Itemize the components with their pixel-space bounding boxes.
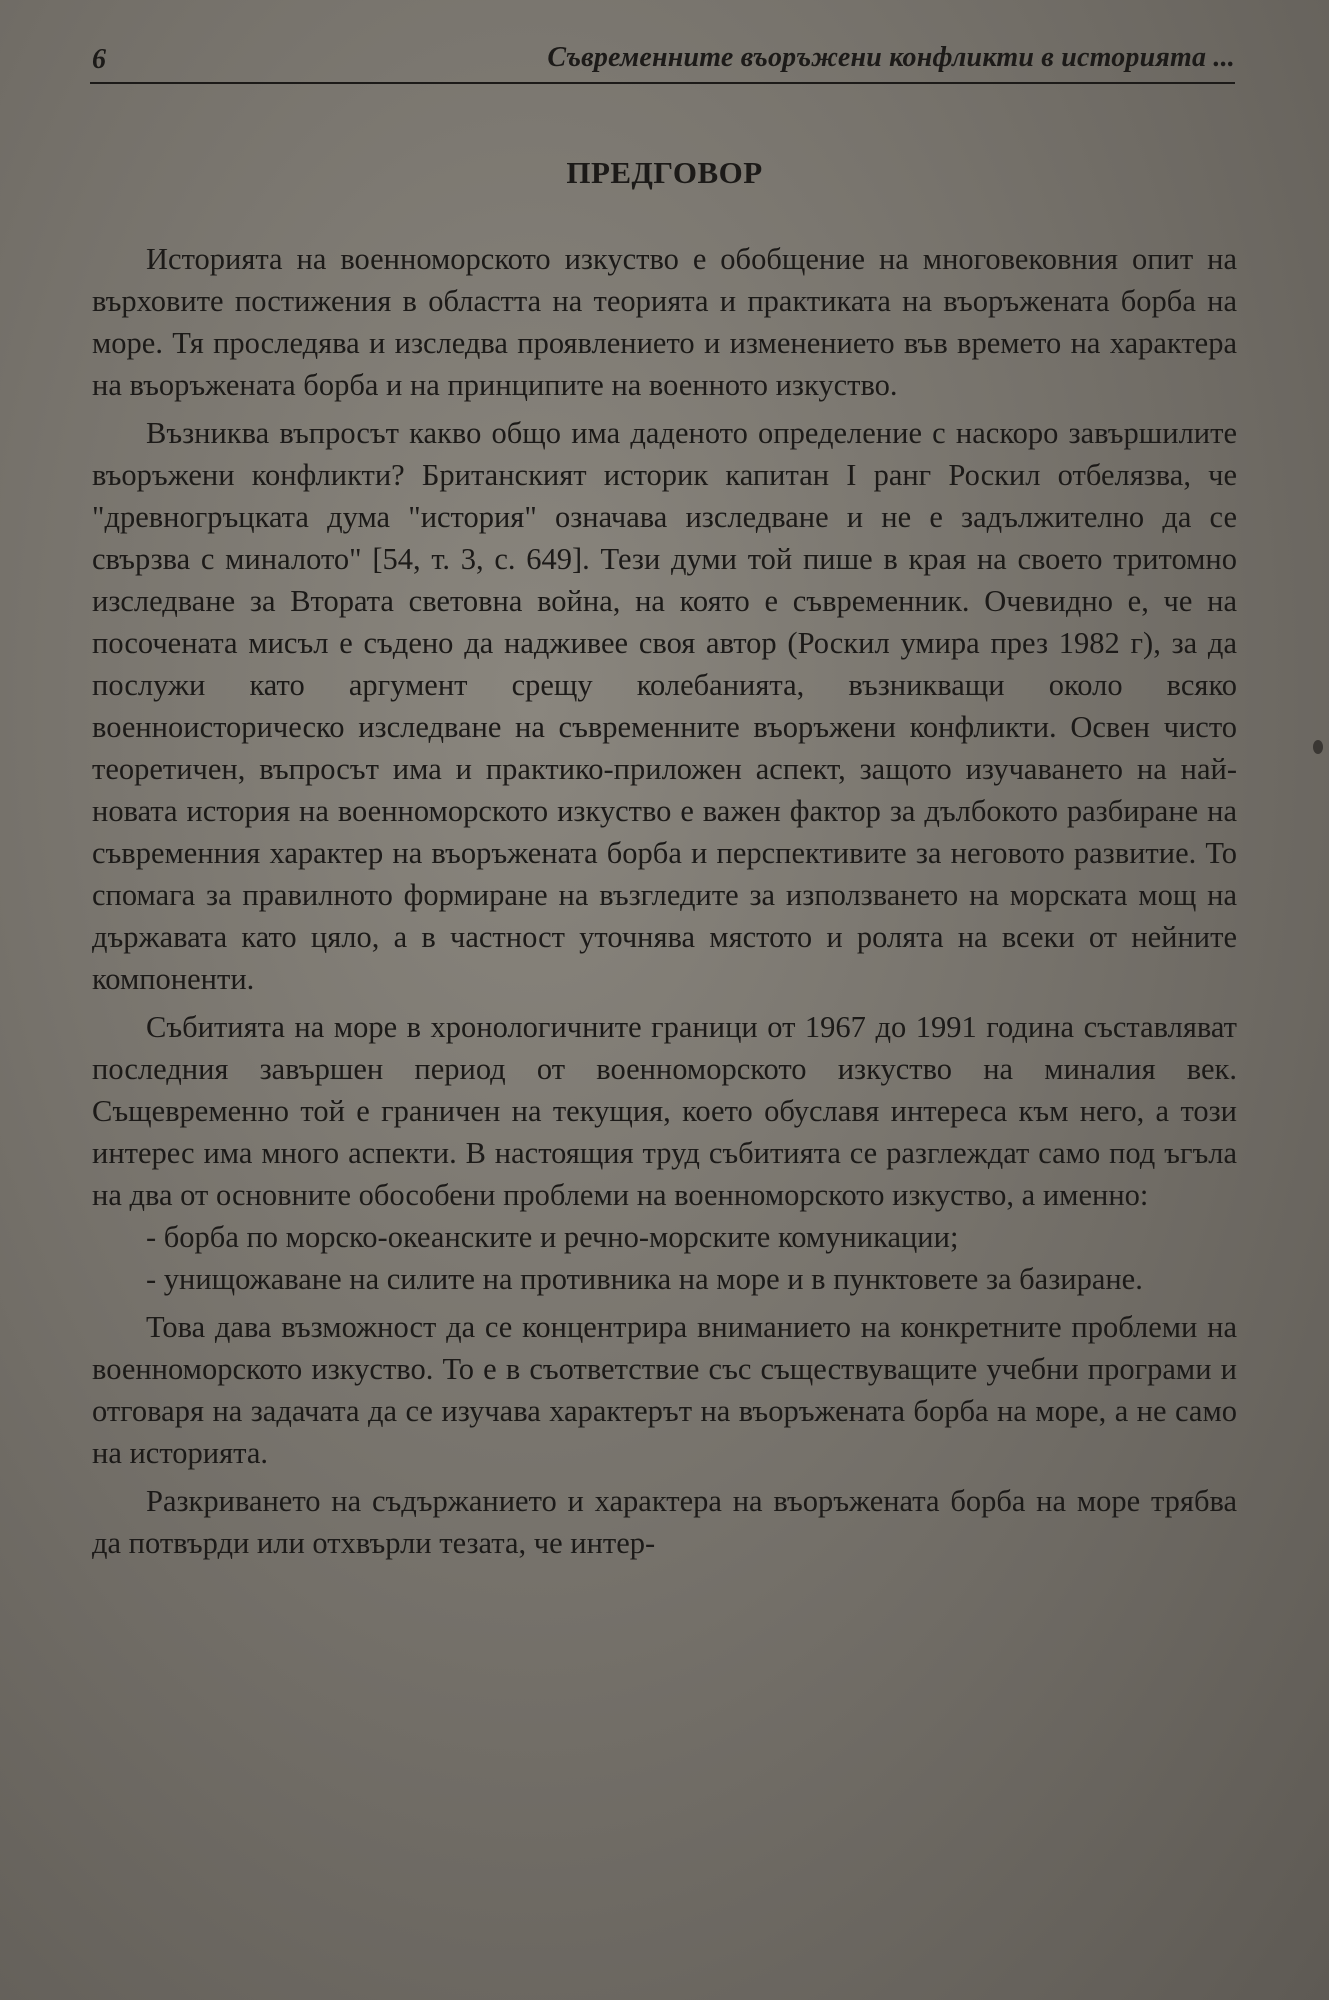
running-header [90,36,1235,84]
paragraph: Историята на военноморското изкуство е обобщение на многовековния опит на върховите постижения в областта на теорията и практиката на въоръжената борба на море. Тя проследява и изследва проявлението и изменението във времето на характера на въоръжената борба и на принципите на военното изкуство. [92,242,1237,402]
running-title: Съвременните въоръжени конфликти в историята ... [547,42,1235,73]
body-text [92,238,1237,1570]
paragraph: Събитията на море в хронологичните граници от 1967 до 1991 година съставляват последния завършен период от военноморското изкуство на миналия век. Същевременно той е граничен на текущия, което обуславя интереса към него, а този интерес има много аспекти. В настоящия труд събитията се разглеждат само под ъгъла на два от основните обособени проблеми на военноморското изкуство, а именно: [92,1010,1237,1212]
page-number: 6 [92,44,106,75]
paragraph: Възниква въпросът какво общо има даденото определение с наскоро завършилите въоръжени конфликти? Британският историк капитан I ранг Роскил отбелязва, че "древногръцката дума "история" означава изследване и не е задължително да се свързва с миналото" [54, т. 3, с. 649]. Тези думи той пише в края на своето тритомно изследване за Втората световна война, на която е съвременник. Очевидно е, че на посочената мисъл е съдено да надживее своя автор (Роскил умира през 1982 г), за да послужи като аргумент срещу колебанията, възникващи около всяко военноисторическо изследване на съвременните въоръжени конфликти. Освен чисто теоретичен, въпросът има и практико-приложен аспект, защото изучаването на най-новата история на военноморското изкуство е важен фактор за дълбокото разбиране на съвременния характер на въоръжената борба и перспективите за неговото развитие. То спомага за правилното формиране на възгледите за използването на морската мощ на държавата като цяло, а в частност уточнява мястото и ролята на всеки от нейните компоненти. [92,416,1237,996]
paragraph: Разкриването на съдържанието и характера на въоръжената борба на море трябва да потвърди или отхвърли тезата, че интер- [92,1484,1237,1560]
ink-spot [1313,740,1323,754]
list-item: - борба по морско-океанските и речно-морските комуникации; [146,1220,959,1254]
list-item: - унищожаване на силите на противника на море и в пунктовете за базиране. [146,1262,1143,1296]
paragraph: Това дава възможност да се концентрира вниманието на конкретните проблеми на военноморското изкуство. То е в съответствие със съществуващите учебни програми и отговаря на задачата да се изучава характерът на въоръжената борба на море, а не само на историята. [92,1310,1237,1470]
section-heading: ПРЕДГОВОР [566,155,763,190]
